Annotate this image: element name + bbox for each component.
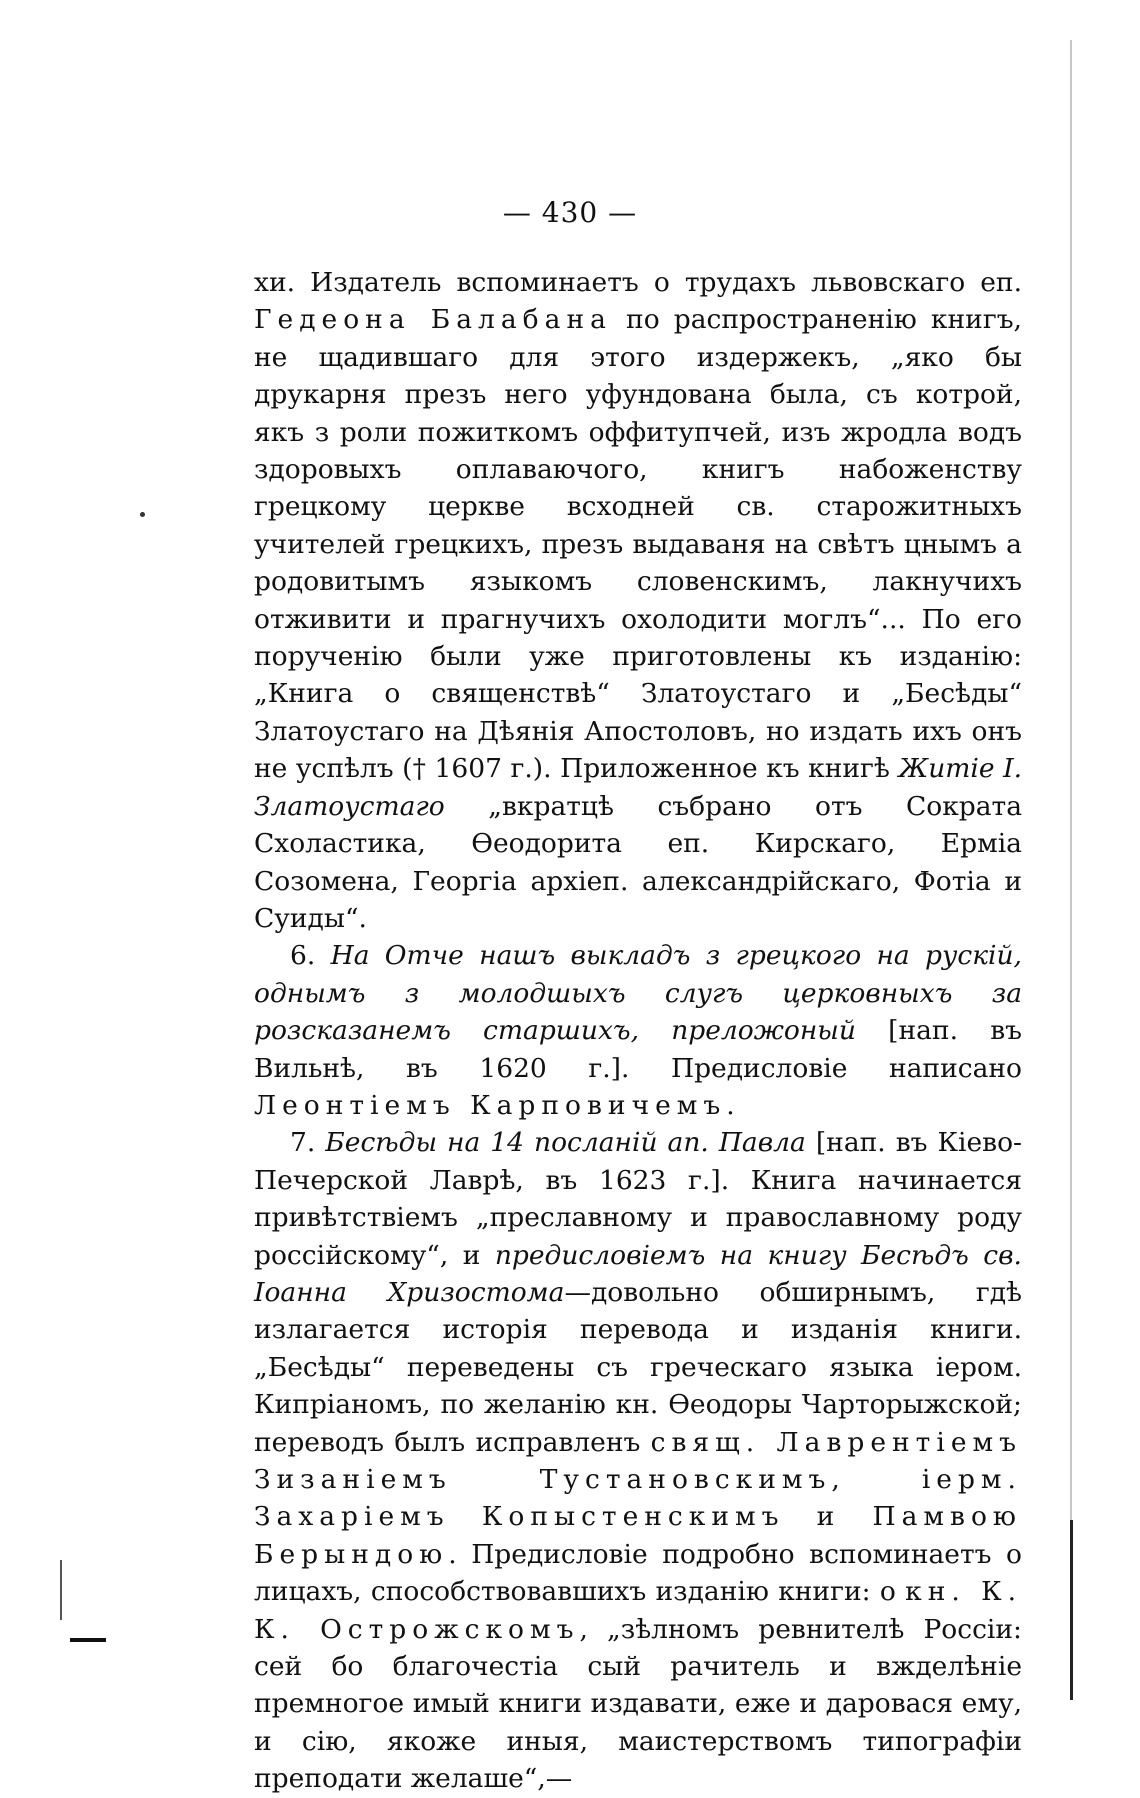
paragraph-1-text-5: „вкратцѣ събрано отъ Сократа Схоластика, Ѳеодорита еп. Кирскаго, Ерміа Созомена, Георгіа архіеп. александрійскаго, Фотіа и Суиды“. xyxy=(254,790,1022,934)
name-lavrentiy-zizaniy: свящ. Лаврентіемъ Зизаніемъ Тустановскимъ xyxy=(254,1426,1022,1495)
paragraph-2-text-5: . xyxy=(726,1089,735,1121)
paragraph-3-number: 7. xyxy=(290,1127,326,1159)
scan-dot xyxy=(140,512,145,517)
name-zahariy-pamva: іерм. Захаріемъ Копыстенскимъ и Памвою Берындою xyxy=(254,1464,1022,1570)
paragraph-3-text-3: [нап. въ Кіево-Печерской Лаврѣ, въ 1623 г.]. Книга начинается привѣтствіемъ „преславному и православному роду россійскому“, и xyxy=(254,1127,1022,1271)
paragraph-3 xyxy=(254,1124,1022,1797)
title-besedy: Бесѣды на 14 посланій ап. Павла xyxy=(325,1127,806,1159)
paragraph-3-text-9: . Предисловіе подробно вспоминаетъ о лицахъ, способствовавшихъ изданію книги: о xyxy=(254,1538,1022,1608)
scan-line-right-dark xyxy=(1070,1520,1073,1700)
name-ostrozhsky: кн. К. К. Острожскомъ xyxy=(254,1576,1022,1645)
name-leontiy-karpovich: Леонтіемъ Карповичемъ xyxy=(254,1089,727,1121)
paragraph-1-text-3: по распространенію книгъ, не щадившаго для этого издержекъ, „яко бы друкарня презъ него уфундована была, съ котрой, якъ з роли пожиткомъ оффитупчей, изъ жродла водъ здоровыхъ оплаваючого, книгъ набоженству грецкому церкве всходней св. старожитныхъ учителей грецкихъ, презъ выдаваня на свѣтъ цнымъ а родовитымъ языкомъ словенскимъ, лакнучихъ отживити и прагнучихъ охолодити моглъ“... По его порученію были уже приготовлены къ изданію: „Книга о священствѣ“ Златоустаго и „Бесѣды“ Златоустаго на Дѣянія Апостоловъ, но издать ихъ онъ не успѣлъ († 1607 г.). Приложенное къ книгѣ xyxy=(254,304,1022,785)
paragraph-2 xyxy=(254,937,1022,1124)
name-gedeon-balaban: Гедеона Балабана xyxy=(254,304,612,336)
paragraph-2-number: 6. xyxy=(290,940,331,972)
paragraph-3-text-7: , xyxy=(831,1464,922,1495)
title-zhitie: Житіе І. Златоустаго xyxy=(254,753,1022,822)
scan-dash-left xyxy=(70,1638,106,1642)
paragraph-1-text-1: хи. Издатель вспоминаетъ о трудахъ львовскаго еп. xyxy=(254,267,1022,298)
paragraph-1 xyxy=(254,264,1022,937)
paragraph-2-text-3: [нап. въ Вильнѣ, въ 1620 г.]. Предисловіе написано xyxy=(254,1015,1022,1084)
paragraph-3-text-11: , „зѣлномъ ревнителѣ Россіи: сей бо благочестіа сый рачитель и вжделѣніе премногое имый книги издавати, еже и даровася ему, и сію, якоже иныя, маистерствомъ типографіи преподати желаше“,— xyxy=(254,1613,1022,1795)
title-otche-nash: На Отче нашъ выкладъ з грецкого на рускій, однымъ з молодшыхъ слугъ церковныхъ за розсказанемъ старшихъ, преложоный xyxy=(254,940,1022,1047)
title-predislovie: предисловіемъ на книгу Бесѣдъ св. Іоанна Хризостома xyxy=(254,1239,1022,1308)
scan-line-right xyxy=(1070,40,1072,1700)
page-number: — 430 — xyxy=(502,196,638,229)
paragraph-3-text-5: —довольно обширнымъ, гдѣ излагается исторія перевода и изданія книги. „Бесѣды“ переведены съ греческаго языка іером. Кипріаномъ, по желанію кн. Ѳеодоры Чарторыжской; переводъ былъ исправленъ xyxy=(254,1276,1023,1458)
body-text xyxy=(254,264,1022,1798)
scan-line-left xyxy=(60,1560,62,1620)
